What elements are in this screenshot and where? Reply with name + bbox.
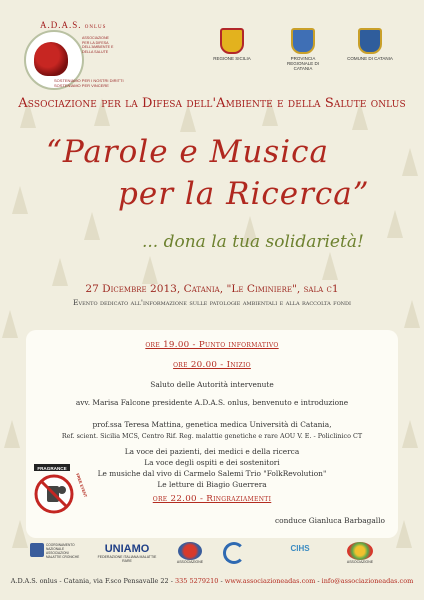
footer-address: A.D.A.S. onlus - Catania, via F.sco Pensavalle 22 - [10,577,176,585]
sponsor-uniamo: UNIAMO FEDERAZIONE ITALIANA MALATTIE RARE [97,543,157,563]
footer: A.D.A.S. onlus - Catania, via F.sco Pensavalle 22 - 335 5279210 - www.associazioneadas.com - info@associazioneadas.com [10,577,414,585]
sponsors-row [0,538,424,578]
svg-text:FRAGRANCE: FRAGRANCE [37,466,67,471]
host-line: conduce Gianluca Barbagallo [275,516,385,525]
program-heading-3: ore 22.00 - Ringraziamenti [152,494,272,504]
program-line: Le musiche dal vivo di Carmelo Salemi Trio "FolkRevolution" [97,469,327,478]
sponsor-logo [218,542,250,564]
adas-logo [24,20,124,92]
svg-text:FREE EVENT: FREE EVENT [75,472,89,498]
program-line: Saluto delle Autorità intervenute [150,380,274,389]
crest-comune [345,28,395,61]
crest-label: PROVINCIA REGIONALE DI CATANIA [286,56,319,71]
crest-regione [207,28,257,61]
comune-shield-icon [358,28,382,54]
sponsor-logo: ASSOCIAZIONE [340,542,380,564]
crest-provincia [278,28,328,71]
footer-site[interactable]: www.associazioneadas.com [224,577,316,585]
coordinamento-icon [30,543,44,557]
program-line: Le letture di Biagio Guerrera [157,480,267,489]
event-line: Evento dedicato all'informazione sulle patologie ambientali e alla raccolta fondi [72,298,352,307]
no-fragrance-icon [32,462,89,518]
program-line: Ref. scient. Sicilia MCS, Centro Rif. Reg. malattie genetiche e rare AOU V. E. - Policlinico CT [61,432,363,440]
c-logo-icon [223,542,245,564]
footer-phone: 335 5279210 [175,577,219,585]
adas-tagline: SOSTENIAMO PER I NOSTRI DIRITTI SOSTENIAMO PER VINCERE [54,78,124,88]
program-line: La voce dei pazienti, dei medici e della ricerca [124,447,300,456]
date-line: 27 Dicembre 2013, Catania, "Le Ciminiere", sala c1 [85,283,339,295]
adas-name: A.D.A.S. [40,20,82,30]
sponsor-logo: COORDINAMENTO NAZIONALE ASSOCIAZIONI MALATTIE CRONICHE [30,543,80,559]
tagline: ... dona la tua solidarietà! [142,232,364,252]
title-line-1: “Parole e Musica [46,134,329,170]
logo-figure-icon [34,42,68,76]
sponsor-icon [347,542,373,560]
sponsor-logo: ASSOCIAZIONE [174,542,206,564]
sponsor-logo: CIHS [290,544,310,553]
footer-email[interactable]: info@associazioneadas.com [321,577,414,585]
program-heading-2: ore 20.00 - Inizio [173,360,251,370]
regione-shield-icon [220,28,244,54]
sponsor-icon [178,542,202,560]
adas-suffix: ONLUS [84,25,107,30]
title-line-2: per la Ricerca” [118,176,370,212]
provincia-shield-icon [291,28,315,54]
program-line: prof.ssa Teresa Mattina, genetica medica Università di Catania, [92,420,332,429]
program-line: La voce degli ospiti e dei sostenitori [144,458,280,467]
crest-label: COMUNE DI CATANIA [347,56,393,61]
program-line: avv. Marisa Falcone presidente A.D.A.S. onlus, benvenuto e introduzione [75,398,349,407]
program-heading-1: ore 19.00 - Punto informativo [145,340,279,350]
fragrance-free-badge [32,462,89,518]
association-name: Associazione per la Difesa dell'Ambiente e della Salute onlus [18,96,406,111]
crest-label: REGIONE SICILIA [213,56,251,61]
header [0,0,424,95]
adas-small-text: ASSOCIAZIONE PER LA DIFESA DELL'AMBIENTE E DELLA SALUTE [82,36,114,54]
